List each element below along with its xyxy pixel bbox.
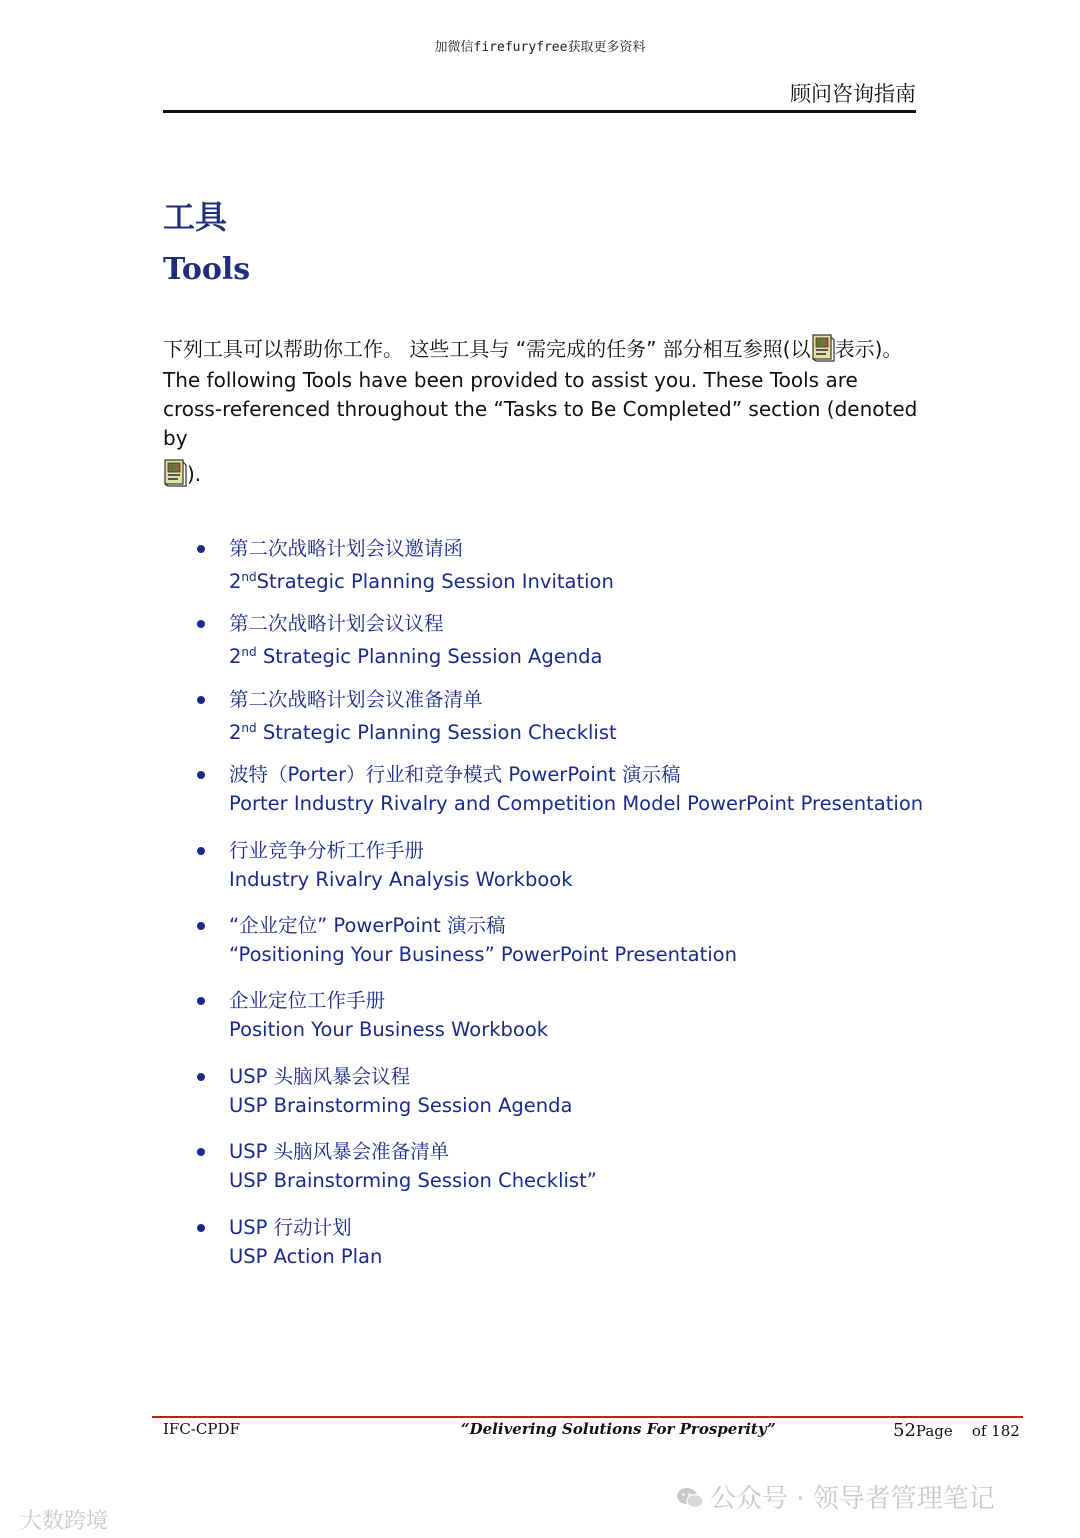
wechat-icon <box>676 1486 704 1510</box>
intro-english <box>163 366 923 489</box>
bullet-icon <box>197 1148 205 1156</box>
tool-title-cn: 行业竞争分析工作手册 <box>229 838 425 862</box>
bottom-watermark <box>676 1478 995 1515</box>
bullet-icon <box>197 847 205 855</box>
intro-cn-part2: 表示)。 <box>834 337 903 361</box>
book-icon <box>811 334 835 362</box>
footer-doc-code: IFC-CPDF <box>163 1420 240 1438</box>
footer-page-info <box>893 1420 1020 1441</box>
intro-en-part2: ). <box>187 462 202 486</box>
tool-title-en: Porter Industry Rivalry and Competition Model PowerPoint Presentation <box>229 792 924 816</box>
tool-title-en: 2nd Strategic Planning Session Agenda <box>229 645 603 669</box>
tool-title-en: 2nd Strategic Planning Session Checklist <box>229 720 617 744</box>
tool-title-en: 2ndStrategic Planning Session Invitation <box>229 570 614 593</box>
tool-title-cn: USP 行动计划 <box>229 1215 352 1239</box>
bullet-icon <box>197 922 205 930</box>
tool-title-en: USP Brainstorming Session Checklist” <box>229 1169 597 1193</box>
tool-title-en: Position Your Business Workbook <box>229 1018 549 1042</box>
tool-title-cn: USP 头脑风暴会准备清单 <box>229 1140 450 1164</box>
intro-en-part1: The following Tools have been provided to assist you. These Tools are cross-referenced throughout the “Tasks to Be Completed” section (denoted by <box>163 368 918 450</box>
footer-slogan: “Delivering Solutions For Prosperity” <box>461 1420 776 1438</box>
bullet-icon <box>197 771 205 779</box>
book-icon <box>163 459 187 487</box>
list-item <box>195 685 935 760</box>
list-item <box>195 534 935 609</box>
footer <box>163 1420 1023 1442</box>
bullet-icon <box>197 620 205 628</box>
list-item <box>195 1137 935 1212</box>
bullet-icon <box>197 696 205 704</box>
bottom-watermark-text: 公众号 · 领导者管理笔记 <box>710 1484 995 1514</box>
tool-title-cn: 第二次战略计划会议准备清单 <box>229 687 483 711</box>
bullet-icon <box>197 545 205 553</box>
intro-cn-part1: 下列工具可以帮助你工作。 这些工具与 “需完成的任务” 部分相互参照(以 <box>163 337 811 361</box>
tool-title-en: USP Brainstorming Session Agenda <box>229 1093 573 1117</box>
tool-list <box>195 534 935 1288</box>
corner-watermark: 大数跨境 <box>20 1509 109 1534</box>
tool-title-cn: USP 头脑风暴会议程 <box>229 1064 411 1088</box>
list-item <box>195 836 935 911</box>
header-rule <box>163 110 916 113</box>
footer-rule <box>152 1416 1023 1418</box>
tool-title-cn: 第二次战略计划会议议程 <box>229 612 444 636</box>
tool-title-cn: 第二次战略计划会议邀请函 <box>229 537 464 560</box>
list-item <box>195 986 935 1061</box>
list-item <box>195 1213 935 1288</box>
tool-title-en: Industry Rivalry Analysis Workbook <box>229 867 573 891</box>
tool-title-cn: “企业定位” PowerPoint 演示稿 <box>229 913 506 937</box>
top-watermark: 加微信firefuryfree获取更多资料 <box>434 40 646 55</box>
heading-english: Tools <box>163 252 251 287</box>
tool-title-en: “Positioning Your Business” PowerPoint Presentation <box>229 942 737 966</box>
page-label: Page <box>915 1422 953 1440</box>
list-item <box>195 760 935 835</box>
bullet-icon <box>197 997 205 1005</box>
bullet-icon <box>197 1073 205 1081</box>
tool-title-cn: 企业定位工作手册 <box>229 989 386 1013</box>
header-title: 顾问咨询指南 <box>790 82 916 106</box>
list-item <box>195 609 935 684</box>
list-item <box>195 1062 935 1137</box>
heading-chinese: 工具 <box>163 198 228 236</box>
intro-chinese <box>163 334 923 364</box>
tool-title-en: USP Action Plan <box>229 1244 383 1268</box>
page-total: of 182 <box>971 1422 1020 1440</box>
list-item <box>195 911 935 986</box>
page-number: 52 <box>893 1420 916 1441</box>
bullet-icon <box>197 1224 205 1232</box>
intro-paragraph <box>163 334 923 489</box>
tool-title-cn: 波特（Porter）行业和竞争模式 PowerPoint 演示稿 <box>229 763 681 787</box>
